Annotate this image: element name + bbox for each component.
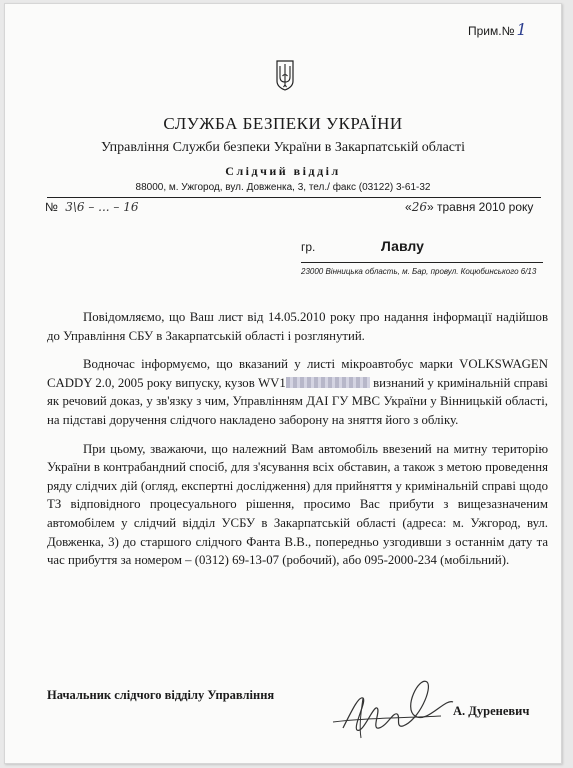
addressee-prefix: гр. — [301, 240, 316, 254]
date-rest: » травня 2010 року — [426, 200, 534, 214]
organization-title: СЛУЖБА БЕЗПЕКИ УКРАЇНИ — [163, 114, 403, 133]
paragraph-3: При цьому, зважаючи, що належний Вам автомобіль ввезений на митну територію України в контрабандний спосіб, для з'ясування всіх обставин, а також з метою проведення ряду слідчих дій (огляд, експертні дослідження) для прийняття у кримінальній справі щодо ТЗ відповідного процесуального рішення, просимо Вас прибути з вищезазначеним автомобілем у слідчий відділ УСБУ в Закарпатській області (адреса: м. Ужгород, вул. Довженка, 3) до старшого слідчого Фанта В.В., попередньо узгодивши з останнім дату та час прибуття за номером – (0312) 69-13-07 (робочий), або 095-2000-234 (мобільний). — [47, 441, 548, 568]
date-open-quote: « — [405, 200, 412, 214]
organization-address: 88000, м. Ужгород, вул. Довженка, 3, тел./ факс (03122) 3-61-32 — [135, 182, 431, 193]
letter-page — [4, 3, 562, 764]
coat-of-arms-icon — [275, 59, 295, 91]
annex-label — [468, 20, 527, 39]
registration-number — [45, 200, 139, 214]
redacted-vin — [286, 377, 370, 388]
date-day: 26 — [411, 200, 427, 214]
signatory-title: Начальник слідчого відділу Управління — [47, 688, 275, 702]
addressee-name: Лавлу — [381, 238, 424, 254]
header-divider — [47, 197, 541, 198]
annex-prefix: Прим.№ — [468, 24, 515, 38]
addressee-underline — [301, 262, 543, 263]
signatory-name: А. Дуреневич — [453, 704, 530, 718]
organization-subtitle: Управління Служби безпеки України в Закарпатській області — [100, 140, 466, 155]
paragraph-2-start: Водночас інформуємо, що вказаний у листі мікроавтобус марки VOLKSWAGEN CADDY 2.0, 2005 року випуску, кузов WV1 — [47, 357, 548, 390]
letter-body — [47, 308, 548, 580]
addressee-postal-address: 23000 Вінницька область, м. Бар, провул. Коцюбинського 6/13 — [301, 267, 537, 276]
paragraph-2-end: визнаний у кримінальній справі як речовий доказ, у зв'язку з чим, Управлінням ДАІ ГУ МВС України у Вінницькій області, на підставі доручення слідчого накладено заборону на зняття його з обліку. — [47, 375, 548, 427]
annex-number: 1 — [516, 20, 527, 39]
paragraph-1: Повідомляємо, що Ваш лист від 14.05.2010 року про надання інформації надійшов до Управління СБУ в Закарпатській області і розглянутий. — [47, 310, 548, 343]
registration-prefix: № — [45, 200, 58, 214]
paragraph-2 — [47, 355, 548, 429]
letter-date — [405, 200, 533, 214]
handwritten-signature — [323, 668, 463, 750]
registration-value: 3\6 – ... – 16 — [65, 200, 139, 214]
department-name: Слідчий відділ — [225, 164, 341, 178]
